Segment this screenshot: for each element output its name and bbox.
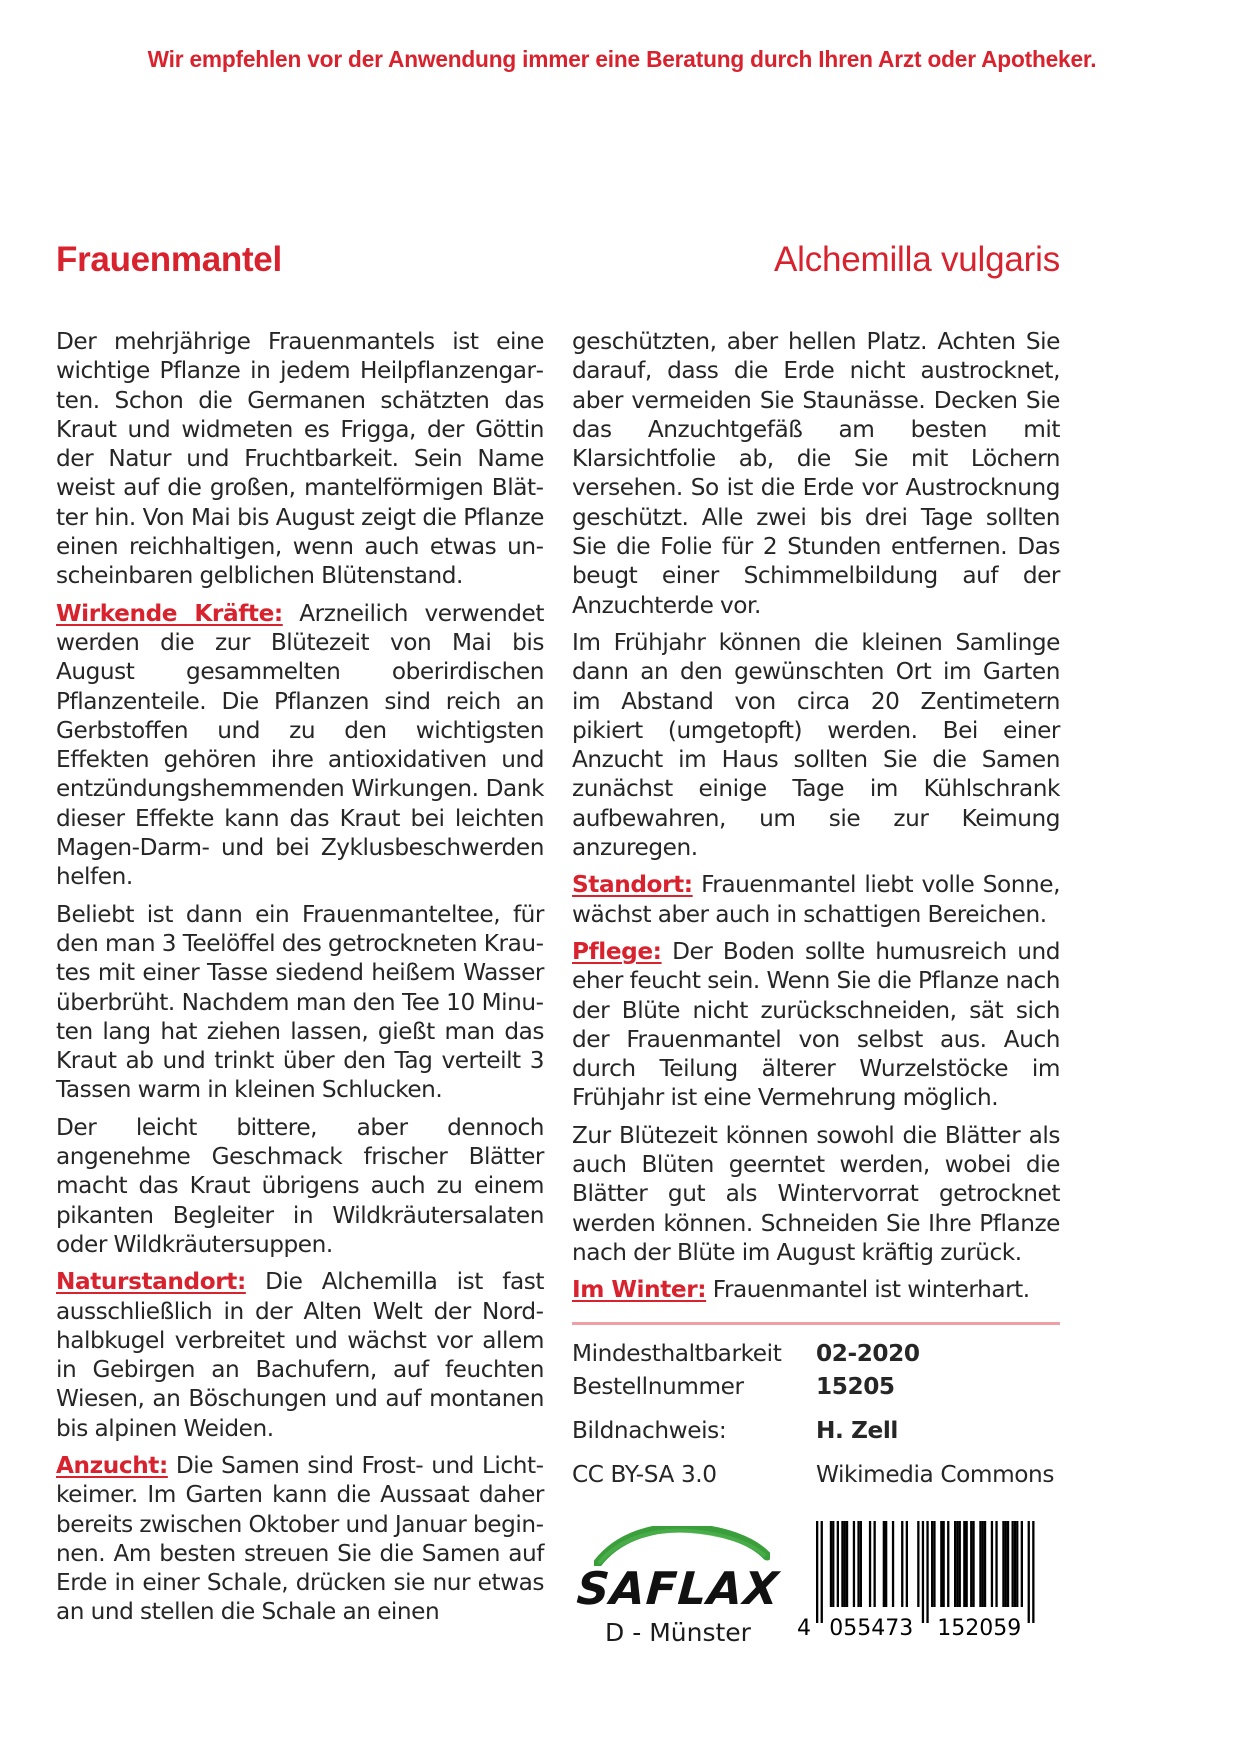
right-text-column: [572, 327, 1060, 1647]
paragraph: [56, 327, 544, 591]
paragraph-text: geschützten, aber hellen Platz. Achten Sie darauf, dass die Erde nicht austrocknet, aber vermeiden Sie Staunässe. Decken Sie das Anzuchtgefäß am besten mit Klarsichtfolie ab, die Sie mit Löchern versehen. So ist die Erde vor Austrocknung geschützt. Alle zwei bis drei Tage sollten Sie die Folie für 2 Stunden entfernen. Das beugt einer Schimmelbildung auf der Anzuchterde vor.: [572, 328, 1060, 619]
svg-text:055473: 055473: [829, 1615, 914, 1641]
paragraph-text: Die Alchemilla ist fast ausschließlich in der Alten Welt der Nordhalbkugel verbreitet und wächst vor allem in Gebirgen an Bachufern, auf feuchten Wiesen, an Böschungen und auf montanen bis alpinen Weiden.: [56, 1268, 544, 1442]
logo-green-arc-icon: [594, 1526, 770, 1566]
paragraph-text: Beliebt ist dann ein Frauenmanteltee, für den man 3 Teelöffel des getrockneten Krautes mit einer Tasse siedend heißem Wasser überbrüht. Nachdem man den Tee 10 Minuten lang hat ziehen lassen, gießt man das Kraut ab und trinkt über den Tag verteilt 3 Tassen warm in kleinen Schlucken.: [56, 900, 544, 1104]
plant-common-name: Frauenmantel: [56, 240, 282, 279]
paragraph: [56, 599, 544, 892]
paragraph: [572, 870, 1060, 929]
metadata-value: 02-2020: [816, 1339, 920, 1367]
ean13-barcode: [790, 1517, 1060, 1647]
section-heading: Standort:: [572, 871, 693, 899]
metadata-value: Wikimedia Commons: [816, 1460, 1055, 1488]
medical-disclaimer: Wir empfehlen vor der Anwendung immer eine Beratung durch Ihren Arzt oder Apotheker.: [147, 46, 1097, 72]
saflax-location: D - Münster: [605, 1617, 751, 1647]
paragraph-text: Der mehrjährige Frauenmantels ist eine wichtige Pflanze in jedem Heilpflanzengarten. Schon die Germanen schätzten das Kraut und widmeten es Frigga, der Göttin der Natur und Fruchtbarkeit. Sein Name weist auf die großen, mantelförmigen Blätter hin. Von Mai bis August zeigt die Pflanze einen reichhaltigen, wenn auch etwas unscheinbaren gelblichen Blütenstand.: [56, 328, 544, 590]
paragraph: [572, 1275, 1060, 1304]
paragraph-text: Frauenmantel liebt volle Sonne, wächst aber auch in schattigen Bereichen.: [572, 871, 1060, 928]
saflax-wordmark: SAFLAX: [575, 1561, 781, 1615]
paragraph: [56, 1451, 544, 1627]
right-body-text: [572, 327, 1060, 1305]
paragraph: [572, 937, 1060, 1113]
paragraph-text: Die Samen sind Frost- und Lichtkeimer. Im Garten kann die Aussaat daher bereits zwischen Oktober und Januar beginnen. Am besten streuen Sie die Samen auf Erde in einer Schale, drücken sie nur etwas an und stellen die Schale an einen: [56, 1451, 544, 1626]
paragraph: [56, 900, 544, 1105]
metadata-row: [572, 1447, 1060, 1491]
section-heading: Im Winter:: [572, 1276, 707, 1304]
metadata-row: [572, 1403, 1060, 1447]
product-metadata-table: [572, 1337, 1060, 1491]
metadata-label: Bildnachweis:: [572, 1416, 727, 1444]
paragraph: [56, 1113, 544, 1259]
paragraph-text: Der leicht bittere, aber dennoch angenehme Geschmack frischer Blätter macht das Kraut übrigens auch zu einem pikanten Begleiter in Wildkräutersalaten oder Wildkräutersuppen.: [56, 1113, 544, 1258]
section-divider: [572, 1322, 1060, 1325]
metadata-label: Bestellnummer: [572, 1372, 744, 1400]
section-heading: Pflege:: [572, 937, 662, 965]
plant-latin-name: Alchemilla vulgaris: [773, 240, 1060, 279]
paragraph-text: Im Frühjahr können die kleinen Samlinge dann an den gewünschten Ort im Garten im Abstand von circa 20 Zentimetern pikiert (umgetopft) werden. Bei einer Anzucht im Haus sollten Sie die Samen zunächst einige Tage im Kühlschrank aufbewahren, um sie zur Keimung anzuregen.: [572, 628, 1060, 862]
paragraph: [56, 1267, 544, 1443]
barcode-graphic: [790, 1517, 1060, 1647]
metadata-value: 15205: [816, 1372, 895, 1400]
metadata-label: CC BY-SA 3.0: [572, 1460, 717, 1488]
paragraph-text: Arzneilich verwendet werden die zur Blütezeit von Mai bis August gesammelten oberirdischen Pflanzenteile. Die Pflanzen sind reich an Gerbstoffen und zu den wichtigsten Effekten gehören ihre antioxidativen und entzündungshemmenden Wirkungen. Dank dieser Effekte kann das Kraut bei leichten Magen-Darm- und bei Zyklusbeschwerden helfen.: [56, 599, 544, 891]
metadata-row: [572, 1370, 1060, 1403]
paragraph-text: Zur Blütezeit können sowohl die Blätter als auch Blüten geerntet werden, wobei die Blätter gut als Wintervorrat getrocknet werden können. Schneiden Sie Ihre Pflanze nach der Blüte im August kräftig zurück.: [572, 1121, 1060, 1266]
paragraph-text: Frauenmantel ist winterhart.: [706, 1276, 1030, 1304]
svg-text:4: 4: [797, 1615, 811, 1641]
paragraph-text: Der Boden sollte humusreich und eher feucht sein. Wenn Sie die Pflanze nach der Blüte nicht zurückschneiden, sät sich der Frauenmantel von selbst aus. Auch durch Teilung älterer Wurzelstöcke im Frühjahr ist eine Vermehrung möglich.: [572, 937, 1060, 1112]
svg-text:152059: 152059: [937, 1615, 1022, 1641]
section-heading: Naturstandort:: [56, 1268, 246, 1296]
plant-title-row: [56, 240, 1060, 280]
paragraph: [572, 1121, 1060, 1267]
footer-row: [572, 1517, 1060, 1647]
metadata-label: Mindesthaltbarkeit: [572, 1339, 782, 1367]
saflax-logo: [572, 1526, 784, 1647]
metadata-value: H. Zell: [816, 1416, 898, 1444]
content-columns: [56, 327, 1060, 1647]
paragraph: [572, 327, 1060, 620]
left-text-column: [56, 327, 544, 1647]
section-heading: Wirkende Kräfte:: [56, 599, 283, 627]
paragraph: [572, 628, 1060, 862]
section-heading: Anzucht:: [56, 1451, 168, 1479]
metadata-row: [572, 1337, 1060, 1370]
